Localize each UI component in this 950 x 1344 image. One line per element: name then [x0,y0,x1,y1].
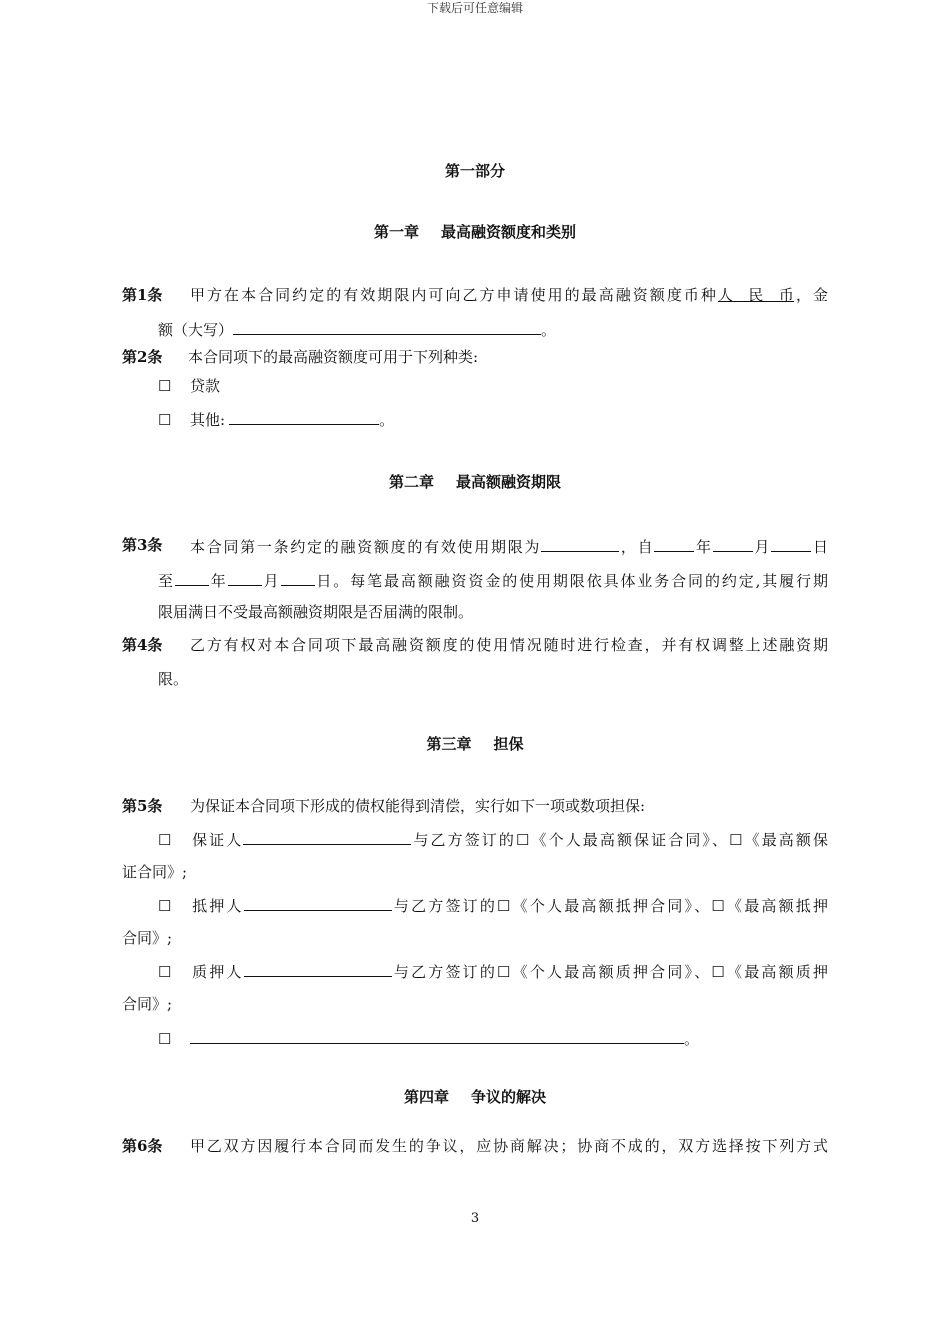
end-day-field[interactable] [281,569,315,586]
article-5-intro: 为保证本合同项下形成的债权能得到清偿，实行如下一项或数项担保: [190,797,646,815]
other-guarantee-field[interactable] [190,1027,684,1044]
guarantee-option-1[interactable]: ☐ 保证人 与乙方签订的☐《个人最高额保证合同》、☐《最高额保 [158,828,828,850]
start-year-field[interactable] [654,535,694,552]
article-4-line-2: 限。 [158,670,189,688]
guarantee-option-2[interactable]: ☐ 抵押人 与乙方签订的☐《个人最高额抵押合同》、☐《最高额抵押 [158,894,828,916]
article-4-label: 第4条 [122,636,163,654]
article-2-intro: 本合同项下的最高融资额度可用于下列种类: [188,348,479,366]
checkbox-icon[interactable]: ☐ [158,1030,172,1048]
article-6-line-1: 甲乙双方因履行本合同而发生的争议，应协商解决；协商不成的，双方选择按下列方式 [190,1137,828,1155]
checkbox-icon[interactable]: ☐ [158,411,172,429]
start-month-field[interactable] [713,535,753,552]
article-2-label: 第2条 [122,348,163,366]
page-header: 下载后可任意编辑 [426,1,523,15]
article-1-label: 第1条 [122,286,163,304]
guarantee-option-3-cont: 合同》; [122,995,173,1013]
page-number: 3 [470,1211,480,1226]
amount-capital-field[interactable] [233,318,541,335]
option-loan[interactable]: ☐ 贷款 [158,377,221,395]
chapter-3-heading: 第三章 担保 [426,735,524,753]
article-1-line-1: 甲方在本合同约定的有效期限内可向乙方申请使用的最高融资额度币种人民币，金 [190,286,828,304]
article-6-label: 第6条 [122,1137,163,1155]
chapter-4-heading: 第四章 争议的解决 [403,1088,547,1106]
guarantor-field[interactable] [243,828,411,845]
start-day-field[interactable] [771,535,811,552]
guarantee-option-2-cont: 合同》; [122,929,173,947]
article-3-line-3: 限届满日不受最高额融资期限是否届满的限制。 [158,603,474,621]
guarantee-option-1-cont: 证合同》; [122,863,188,881]
article-5-label: 第5条 [122,797,163,815]
part-title: 第一部分 [444,162,505,180]
option-other[interactable]: ☐ 其他: 。 [158,408,394,430]
article-1-line-2: 额（大写） 。 [158,318,556,340]
chapter-1-heading: 第一章 最高融资额度和类别 [373,223,577,241]
guarantee-option-3[interactable]: ☐ 质押人 与乙方签订的☐《个人最高额质押合同》、☐《最高额质押 [158,960,828,982]
currency-field[interactable]: 人民币 [717,286,794,304]
period-field[interactable] [541,535,619,552]
article-3-label: 第3条 [122,536,163,554]
end-month-field[interactable] [228,569,262,586]
checkbox-icon[interactable]: ☐ [158,963,172,981]
other-type-field[interactable] [229,408,379,425]
checkbox-icon[interactable]: ☐ [158,377,172,395]
guarantee-option-4[interactable]: ☐ 。 [158,1027,699,1049]
article-3-line-1: 本合同第一条约定的融资额度的有效使用期限为 ，自 年 月 日 [190,535,828,557]
checkbox-icon[interactable]: ☐ [158,897,172,915]
article-4-line-1: 乙方有权对本合同项下最高融资额度的使用情况随时进行检查，并有权调整上述融资期 [190,636,828,654]
chapter-2-heading: 第二章 最高额融资期限 [388,473,562,491]
mortgagor-field[interactable] [244,894,392,911]
pledgor-field[interactable] [244,960,392,977]
end-year-field[interactable] [175,569,209,586]
article-3-line-2: 至 年 月 日。每笔最高额融资资金的使用期限依具体业务合同的约定,其履行期 [158,569,828,591]
checkbox-icon[interactable]: ☐ [158,831,172,849]
